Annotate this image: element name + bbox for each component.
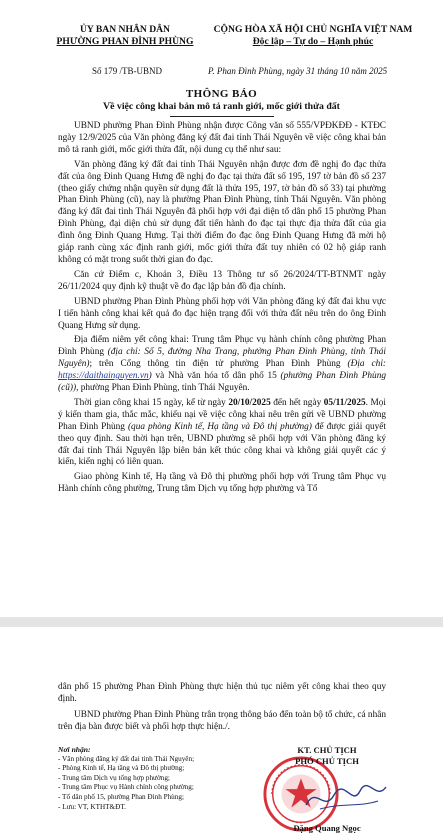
- recipients-title: Nơi nhận:: [58, 745, 91, 754]
- paragraph-5: [58, 335, 386, 395]
- p6-text-c: . Mọi ý kiến tham gia, thắc mắc, khiếu nại về việc công khai nêu trên gửi về UBND phường Phan Đình Phùng: [58, 397, 386, 432]
- recipient-item: - Phòng Kinh tế, Hạ tầng và Đô thị phường;: [58, 764, 185, 773]
- handwritten-signature-icon: [300, 777, 390, 817]
- paragraph-1: UBND phường Phan Đình Phùng nhận được Công văn số 555/VPĐKĐĐ - KTĐC ngày 12/9/2025 của Văn phòng đăng ký đất đai tỉnh Thái Nguyên về việc công khai bản mô tả ranh giới, mốc giới thửa đất, nội dung cụ thể như sau:: [58, 121, 386, 155]
- paragraph-7-continued: dân phố 15 phường Phan Đình Phùng thực hiện thủ tục niêm yết công khai theo quy định.: [58, 682, 386, 704]
- paragraph-4: UBND phường Phan Đình Phùng phối hợp với Văn phòng đăng ký đất đai khu vực I tiến hành công khai kết quả đo đạc hiện trạng đối với thửa đất nêu trên do ông Đinh Quang Hưng sử dụng.: [58, 296, 386, 331]
- recipient-item: - Tổ dân phố 15, phường Phan Đình Phùng;: [58, 792, 184, 801]
- p6-text-a: Thời gian công khai 15 ngày, kể từ ngày: [74, 397, 229, 408]
- recipient-item: - Văn phòng đăng ký đất đai tỉnh Thái Nguyên;: [58, 754, 195, 763]
- signatory-title: KT. CHỦ TỊCH: [297, 745, 357, 755]
- recipient-item: - Lưu: VT, KTHT&ĐT.: [58, 802, 126, 811]
- document-body: [58, 121, 386, 499]
- paragraph-6: [58, 398, 386, 469]
- p6-text-d: (qua phòng Kinh tế, Hạ tầng và Đô thị phường): [127, 421, 312, 432]
- paragraph-3: Căn cứ Điểm c, Khoản 3, Điều 13 Thông tư số 26/2024/TT-BTNMT ngày 26/11/2024 quy định kỹ thuật về đo đạc lập bản đồ địa chính.: [58, 269, 386, 292]
- signatory-position: PHÓ CHỦ TỊCH: [295, 755, 359, 766]
- place-and-date: P. Phan Đình Phùng, ngày 31 tháng 10 năm 2025: [208, 66, 388, 76]
- start-date: 20/10/2025: [228, 397, 271, 408]
- p6-text-b: đến hết ngày: [270, 397, 324, 408]
- issuing-authority: [50, 24, 200, 48]
- recipients-list: [58, 745, 238, 812]
- document-page-2: [0, 627, 443, 839]
- signatory-name: Đặng Quang Ngọc: [293, 823, 361, 833]
- org-line-1: ỦY BAN NHÂN DÂN: [80, 24, 170, 35]
- p5-text-a: Địa điểm niêm yết công khai: Trung tâm Phục vụ hành chính công phường Phan Đình Phùng: [58, 335, 386, 358]
- nation-line-1: CỘNG HÒA XÃ HỘI CHỦ NGHĨA VIỆT NAM: [213, 24, 413, 35]
- p5-text-h: , phường Phan Đình Phùng, tỉnh Thái Nguyên.: [76, 383, 250, 394]
- p5-text-d: (Địa chỉ:: [347, 359, 387, 370]
- national-motto: [198, 24, 428, 48]
- title-underline: [170, 116, 274, 117]
- paragraph-8: UBND phường Phan Đình Phùng trân trọng thông báo đến toàn bộ tổ chức, cá nhân trên địa bàn được biết và phối hợp thực hiện./.: [58, 709, 386, 732]
- p5-text-c: ; trên Cổng thông tin điện tử phường Phan Đình Phùng: [89, 359, 348, 370]
- p5-text-e: ): [148, 371, 152, 382]
- end-date: 05/11/2025: [323, 397, 366, 408]
- nation-line-2: Độc lập – Tự do – Hạnh phúc: [252, 36, 374, 47]
- portal-link[interactable]: https://daithainguyen.vn: [58, 371, 149, 382]
- paragraph-7: Giao phòng Kinh tế, Hạ tầng và Đô thị phường phối hợp với Trung tâm Phục vụ Hành chính công phường, Trung tâm Dịch vụ tổng hợp phường và Tổ: [58, 472, 386, 495]
- recipient-item: - Trung tâm Phục vụ Hành chính công phường;: [58, 783, 194, 792]
- paragraph-2: Văn phòng đăng ký đất đai tỉnh Thái Nguyên nhận được đơn đề nghị đo đạc thửa đất của ông Đinh Quang Hưng đề nghị đo đạc tại thửa đất số 195, 197 tờ bản đồ số 237 (theo giấy chứng nhận quyền sử dụng đất là thửa 195, 197, tờ bản đồ số 33) tại phường Phan Đình Phùng (cũ), nay là phường Phan Đình Phùng, tỉnh Thái Nguyên. Văn phòng đăng ký đất đai tỉnh Thái Nguyên đã phối hợp với đại diện tổ dân phố 15 phường Phan Đình Phùng, đại diện chủ sử dụng đất tiến hành đo đạc tại thực địa thửa đất của gia đình ông Đinh Quang Hưng. Tại thời điểm đo đạc ông Đinh Quang Hưng đã mời hộ giáp ranh cùng xác định ranh giới, mốc giới thửa đất tuy nhiên có 02 hộ giáp ranh không có mặt trong suốt thời gian đo đạc.: [58, 159, 386, 265]
- p6-text-e: để được giải quyết theo quy định. Sau thời hạn trên, UBND phường sẽ phối hợp với Văn phòng đăng ký đất đai tỉnh Thái Nguyên lập biên bản kết thúc công khai và không giải quyết các ý kiến, kiến nghị có liên quan.: [58, 421, 386, 468]
- document-title: THÔNG BÁO: [185, 88, 258, 100]
- p5-address: (địa chỉ: Số 5, đường Nha Trang, phường Phan Đình Phùng, tỉnh Thái Nguyên): [58, 347, 386, 370]
- signature-block: [262, 745, 392, 766]
- recipient-item: - Trung tâm Dịch vụ tổng hợp phường;: [58, 773, 170, 782]
- document-subtitle: Về việc công khai bản mô tả ranh giới, mốc giới thửa đất: [103, 101, 340, 112]
- p5-text-f: và Nhà văn hóa tổ dân phố 15: [151, 371, 281, 382]
- document-number: Số 179 /TB-UBND: [92, 66, 163, 76]
- org-line-2: PHƯỜNG PHAN ĐÌNH PHÙNG: [56, 36, 194, 47]
- document-body-continued: [58, 682, 386, 738]
- p5-text-g: (phường Phan Đình Phùng (cũ)): [58, 371, 386, 394]
